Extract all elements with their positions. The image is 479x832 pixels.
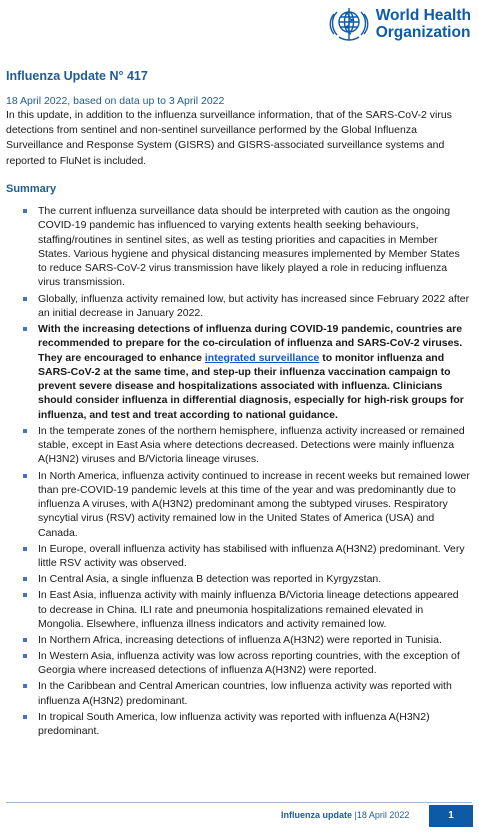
- footer-label: Influenza update: [281, 810, 353, 820]
- list-item: In Northern Africa, increasing detections of influenza A(H3N2) were reported in Tunisia.: [0, 633, 470, 647]
- footer-date: |18 April 2022: [354, 810, 410, 820]
- list-item: In the temperate zones of the northern hemisphere, influenza activity increased or remained stable, except in East Asia where detections decreased. Detections were mainly influenza A(H3N2) viruses and B/Victoria lineage viruses.: [0, 424, 470, 467]
- page-number: 1: [429, 805, 473, 827]
- document-title: Influenza Update N° 417: [6, 69, 148, 83]
- summary-list: [0, 204, 470, 740]
- footer-text: [281, 810, 409, 820]
- list-item-text: With the increasing detections of influenza during COVID-19 pandemic, countries are recommended to prepare for the co-circulation of influenza and SARS-CoV-2 viruses. They are encouraged to enhance: [38, 322, 463, 364]
- list-item: In the Caribbean and Central American countries, low influenza activity was reported with influenza A(H3N2) predominant.: [0, 679, 470, 708]
- list-item: In Western Asia, influenza activity was low across reporting countries, with the exception of Georgia where increased detections of influenza A(H3N2) were reported.: [0, 649, 470, 678]
- list-item-text: to monitor influenza and SARS-CoV-2 at the same time, and step-up their influenza vaccination campaign to prevent severe disease and hospitalizations associated with influenza. Clinicians should consider influenza in differential diagnosis, especially for high-risk groups for influenza, and test and treat according to national guidance.: [38, 351, 464, 421]
- list-item: The current influenza surveillance data should be interpreted with caution as the ongoing COVID-19 pandemic has influenced to varying extents health seeking behaviours, staffing/routines in sentinel sites, as well as testing priorities and capacities in Member States. Various hygiene and physical distancing measures implemented by Member States to reduce SARS-CoV-2 virus transmission have likely played a role in reducing influenza virus transmission.: [0, 204, 470, 290]
- list-item: In North America, influenza activity continued to increase in recent weeks but remained lower than pre-COVID-19 pandemic levels at this time of the year and was predominantly due to influenza A viruses, with A(H3N2) predominant among the subtyped viruses. Respiratory syncytial virus (RSV) activity remained low in the United States of America (USA) and Canada.: [0, 469, 470, 540]
- list-item: In Central Asia, a single influenza B detection was reported in Kyrgyzstan.: [0, 572, 470, 586]
- date-line: 18 April 2022, based on data up to 3 April 2022: [6, 95, 225, 107]
- list-item: In tropical South America, low influenza activity was reported with influenza A(H3N2) predominant.: [0, 710, 470, 739]
- list-item: In Europe, overall influenza activity has stabilised with influenza A(H3N2) predominant. Very little RSV activity was observed.: [0, 542, 470, 571]
- org-name-line1: World Health: [375, 7, 471, 24]
- who-emblem-icon: [325, 4, 373, 44]
- list-item: Globally, influenza activity remained low, but activity has increased since February 2022 after an initial decrease in January 2022.: [0, 292, 470, 321]
- summary-heading: Summary: [6, 183, 57, 195]
- org-name-line2: Organization: [375, 24, 471, 41]
- footer-divider: [6, 802, 472, 803]
- intro-paragraph: In this update, in addition to the influenza surveillance information, that of the SARS-CoV-2 virus detections from sentinel and non-sentinel surveillance performed by the Global Influenza Surveillance and Response System (GISRS) and GISRS-associated surveillance systems and reported to FluNet is included.: [6, 109, 452, 167]
- who-logo: [325, 4, 471, 44]
- list-item: [0, 322, 470, 422]
- integrated-surveillance-link[interactable]: integrated surveillance: [204, 351, 320, 364]
- list-item: In East Asia, influenza activity with mainly influenza B/Victoria lineage detections appeared to decrease in China. ILI rate and pneumonia hospitalizations remained elevated in Mongolia. Elsewhere, influenza illness indicators and activity remained low.: [0, 588, 470, 631]
